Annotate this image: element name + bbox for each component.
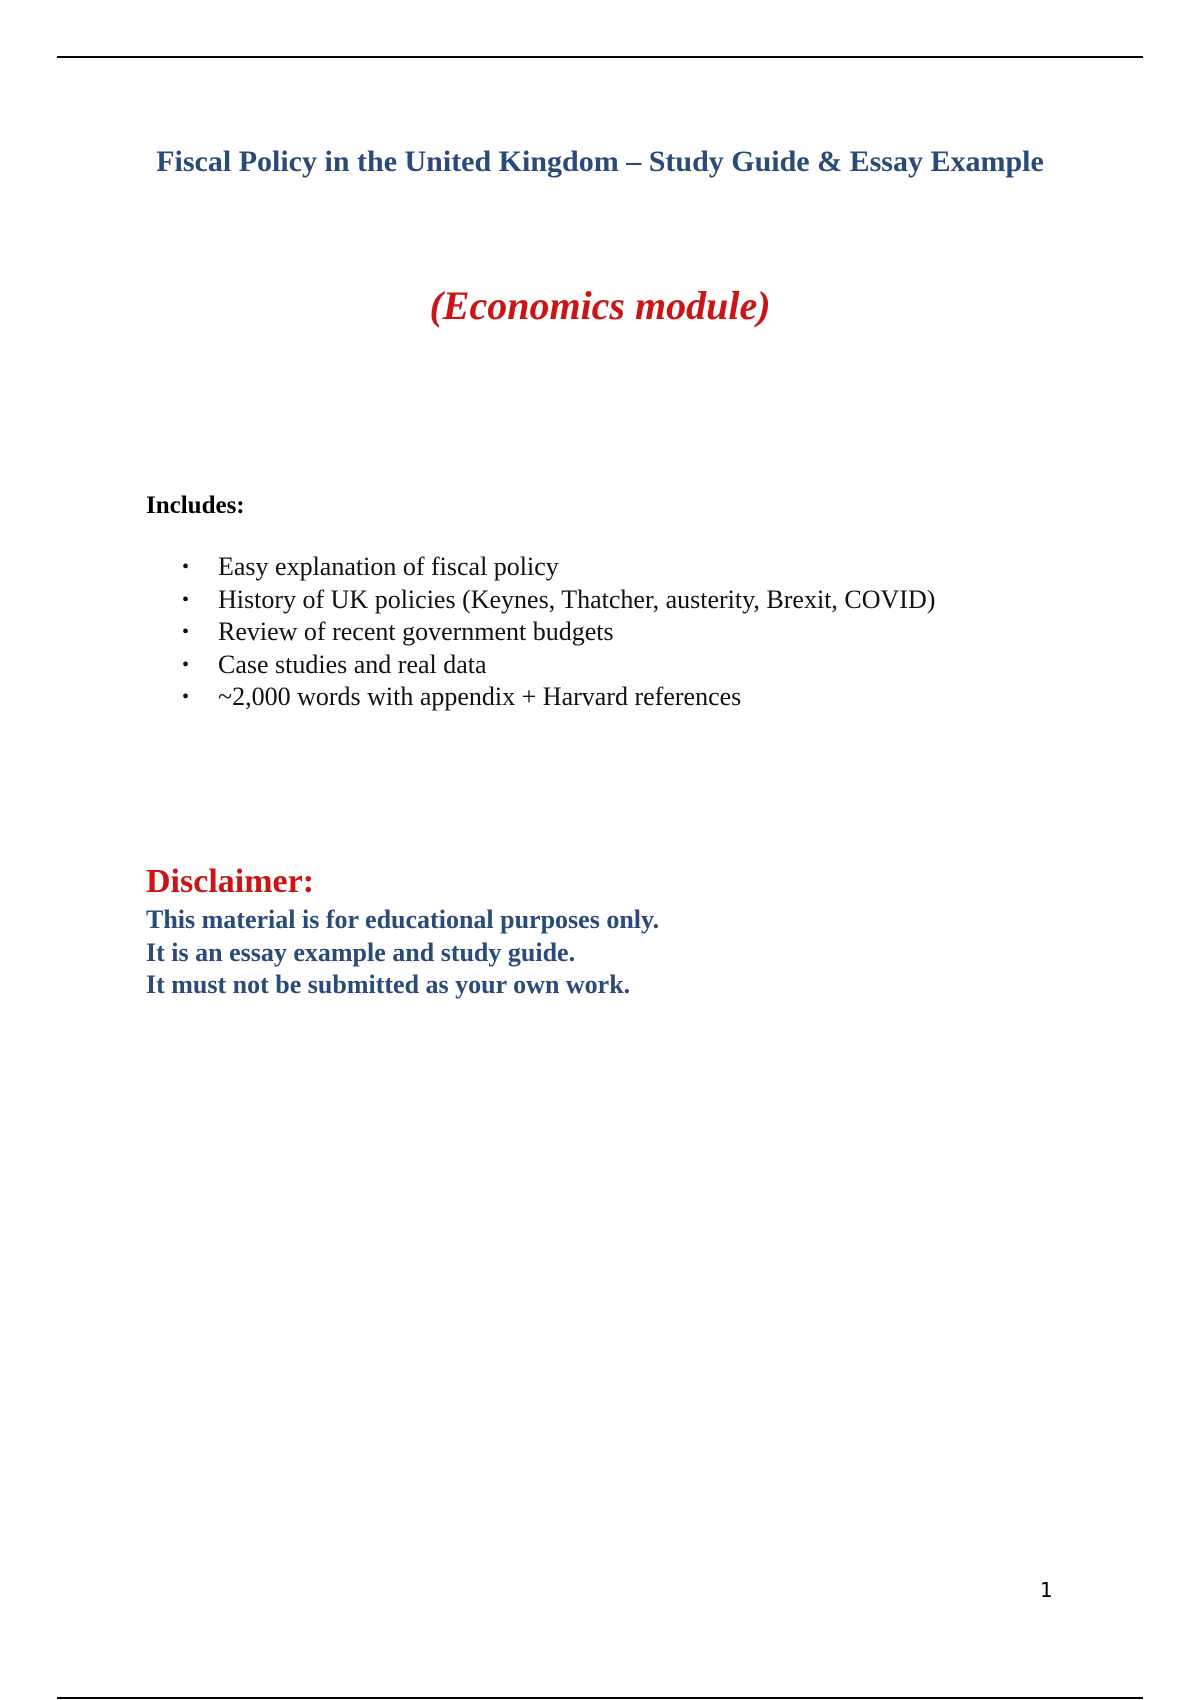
- list-item-text: Easy explanation of fiscal policy: [218, 552, 559, 581]
- bullet-icon: •: [182, 653, 190, 676]
- disclaimer-text: [146, 904, 659, 1002]
- disclaimer-line: It must not be submitted as your own work.: [146, 970, 631, 999]
- bullet-icon: •: [182, 686, 190, 708]
- list-item: [146, 584, 935, 617]
- includes-heading: Includes:: [146, 492, 245, 519]
- list-item: [146, 649, 935, 682]
- list-item-text: ~2,000 words with appendix + Harvard references: [218, 682, 742, 711]
- list-item: [146, 681, 935, 714]
- document-subtitle: (Economics module): [429, 283, 771, 328]
- list-item-text: Case studies and real data: [218, 649, 487, 679]
- bottom-rule: [57, 1697, 1143, 1699]
- page-number: 1: [1040, 1578, 1053, 1602]
- bullet-icon: •: [182, 588, 190, 611]
- document-title: Fiscal Policy in the United Kingdom – Study Guide & Essay Example: [156, 145, 1044, 178]
- top-rule: [57, 56, 1143, 58]
- list-item-text: History of UK policies (Keynes, Thatcher, austerity, Brexit, COVID): [218, 584, 936, 614]
- list-item: [146, 551, 935, 584]
- list-item: [146, 616, 935, 649]
- list-item-text: Review of recent government budgets: [218, 617, 614, 646]
- disclaimer-heading: Disclaimer:: [146, 863, 315, 900]
- bullet-icon: •: [182, 556, 190, 578]
- disclaimer-line: It is an essay example and study guide.: [146, 937, 576, 967]
- bullet-icon: •: [182, 621, 190, 643]
- disclaimer-line: This material is for educational purposes only.: [146, 905, 660, 934]
- includes-list: [146, 551, 935, 714]
